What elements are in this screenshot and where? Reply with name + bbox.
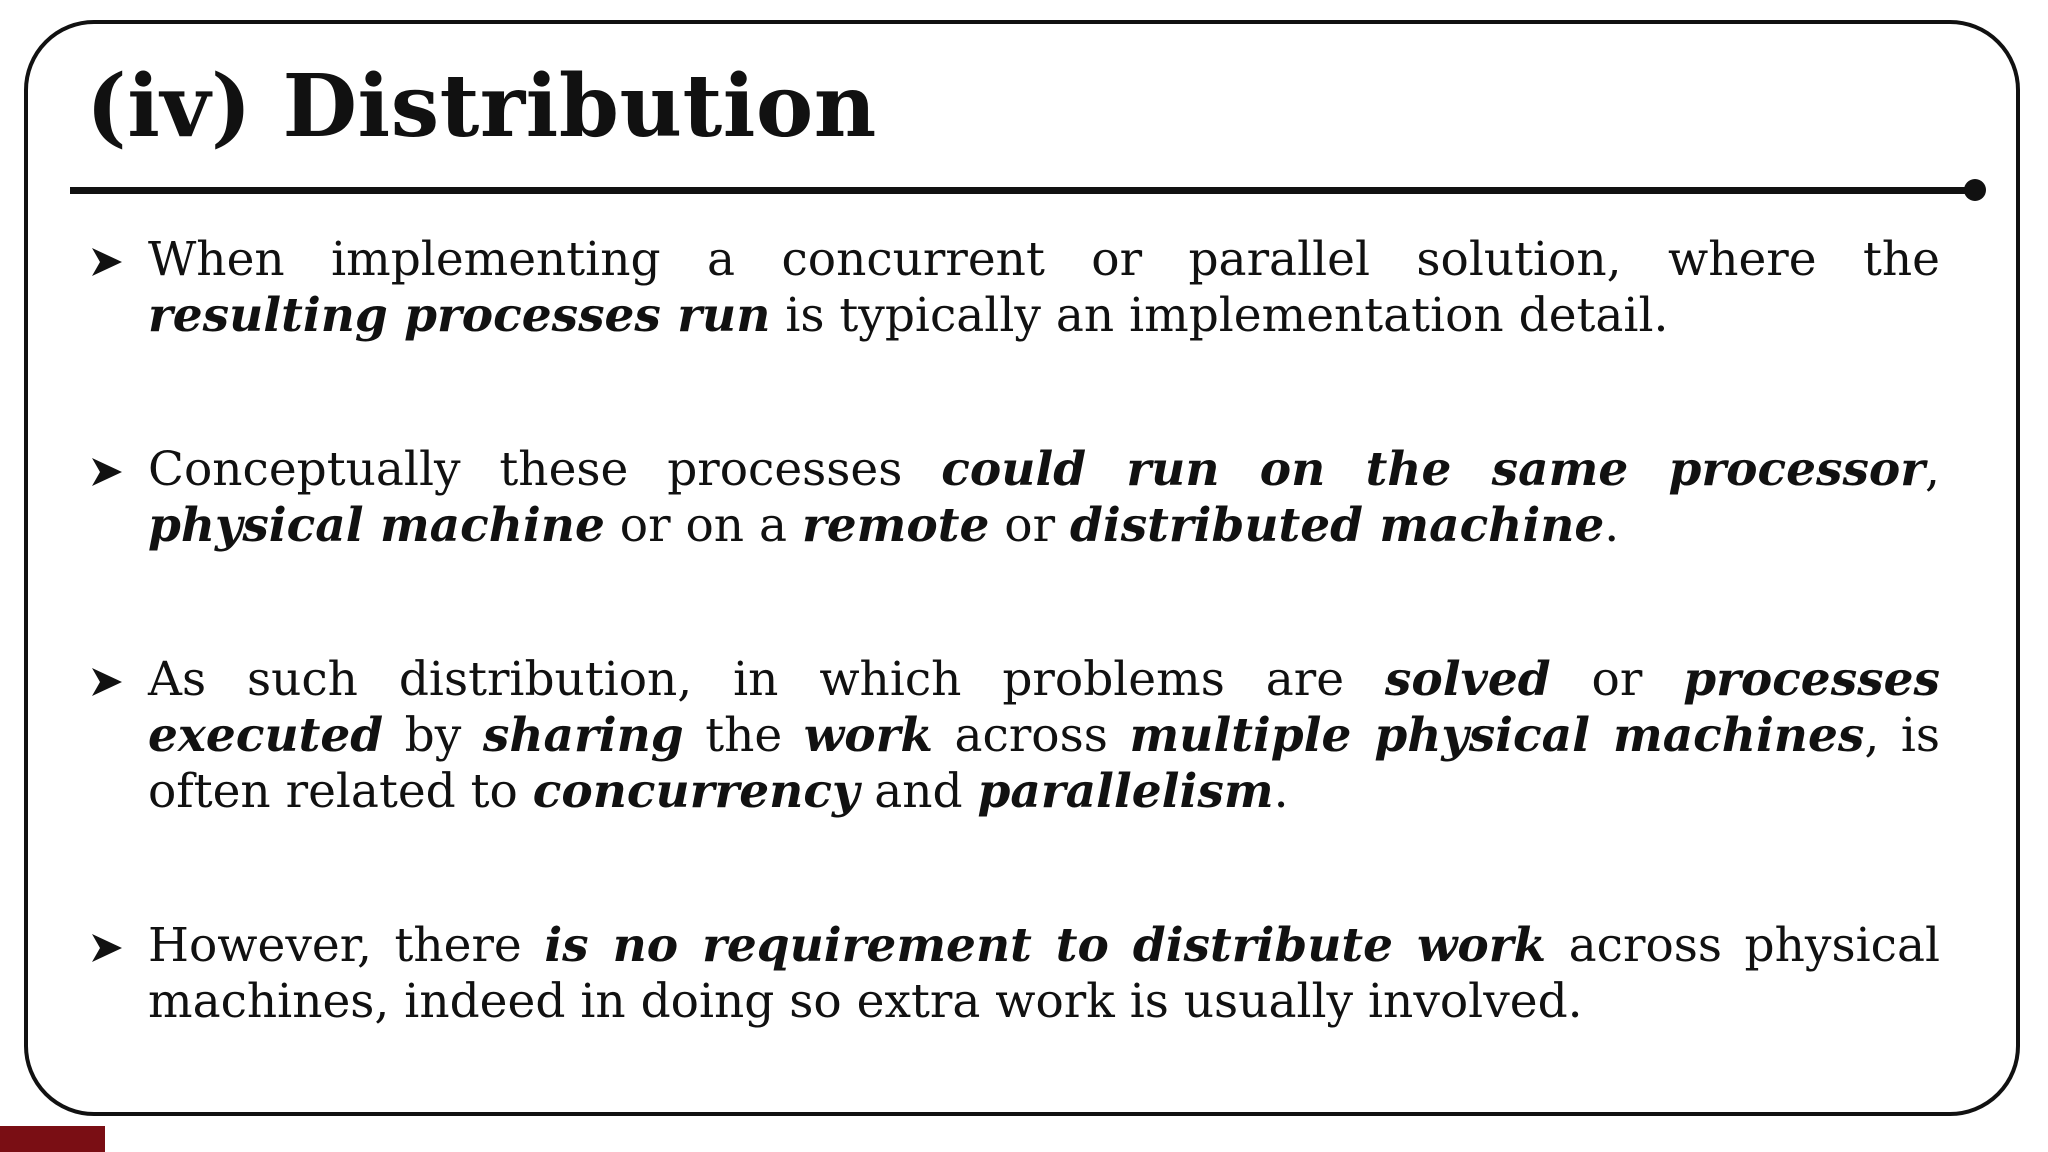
body-text: When implementing a concurrent or parallel solution, where the	[148, 232, 1940, 287]
body-text: across physical machines, indeed in doing so extra work is usually involved.	[148, 918, 1940, 1029]
emphasized-text: work	[803, 708, 933, 763]
body-text: Conceptually these processes	[148, 442, 942, 497]
body-text: across	[932, 708, 1130, 763]
body-text: is typically an implementation detail.	[770, 288, 1669, 343]
bullet-item	[90, 232, 1940, 344]
arrowhead-bullet-icon	[90, 457, 124, 487]
body-text: and	[859, 764, 978, 819]
arrowhead-bullet-icon	[90, 247, 124, 277]
bullet-item	[90, 918, 1940, 1030]
emphasized-text: distributed machine	[1070, 498, 1605, 553]
emphasized-text: parallelism	[977, 764, 1274, 819]
body-text: ,	[1925, 442, 1940, 497]
body-text: .	[1273, 764, 1289, 819]
body-text: or on a	[604, 498, 802, 553]
bullet-text	[148, 232, 1940, 344]
bullet-text	[148, 652, 1940, 820]
arrowhead-bullet-icon	[90, 667, 124, 697]
body-text: or	[989, 498, 1070, 553]
slide-title: (iv) Distribution	[86, 56, 877, 157]
emphasized-text: is no requirement to distribute work	[544, 918, 1547, 973]
bullet-item	[90, 442, 1940, 554]
emphasized-text: solved	[1384, 652, 1551, 707]
body-text: As such distribution, in which problems are	[148, 652, 1385, 707]
body-text: However, there	[148, 918, 545, 973]
emphasized-text: processes executed	[148, 652, 1940, 763]
body-text: the	[683, 708, 804, 763]
body-text: , is often related to	[148, 708, 1940, 819]
body-text: .	[1604, 498, 1620, 553]
body-text: by	[383, 708, 483, 763]
bullet-item	[90, 652, 1940, 820]
corner-accent-tab	[0, 1126, 105, 1152]
arrowhead-bullet-icon	[90, 933, 124, 963]
bullet-text	[148, 442, 1940, 554]
emphasized-text: could run on the same processor	[941, 442, 1926, 497]
emphasized-text: multiple physical machines	[1129, 708, 1865, 763]
emphasized-text: sharing	[482, 708, 684, 763]
divider-end-dot	[1964, 179, 1986, 201]
body-text: or	[1550, 652, 1684, 707]
emphasized-text: physical machine	[148, 498, 605, 553]
bullet-text	[148, 918, 1940, 1030]
title-divider	[70, 187, 1974, 194]
emphasized-text: concurrency	[532, 764, 860, 819]
emphasized-text: remote	[801, 498, 990, 553]
emphasized-text: resulting processes run	[148, 288, 771, 343]
